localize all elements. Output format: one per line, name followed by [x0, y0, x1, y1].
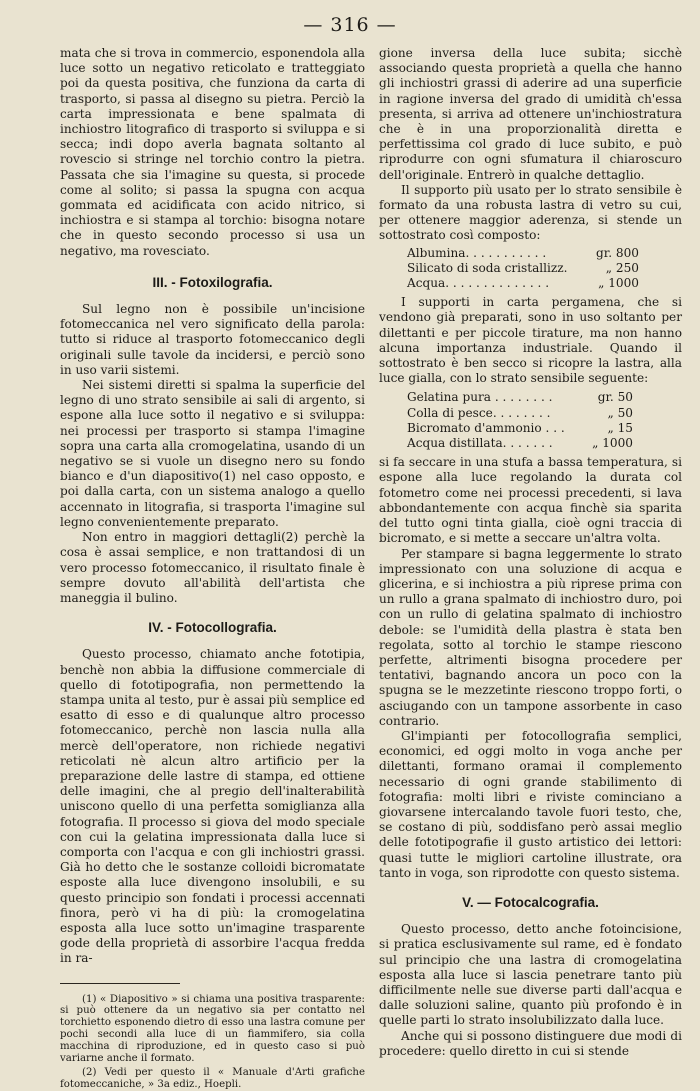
recipe-row: [407, 276, 639, 291]
recipe-row: [407, 421, 633, 436]
ingredient-name: Gelatina pura . . . . . . . .: [407, 390, 553, 405]
ingredient-qty: 50: [617, 390, 633, 405]
recipe-strato-sensibile: [407, 390, 633, 451]
paragraph: I supporti in carta pergamena, che si vendono già preparati, sono in uso soltanto per dilettanti e per piccole tirature, ma non hanno alcuna importanza industriale. Quando il sottostrato è ben secco si ricopre la lastra, alla luce gialla, con lo strato sensibile seguente:: [379, 295, 682, 386]
ingredient-qty: 1000: [602, 436, 633, 451]
ingredient-unit: „: [607, 405, 614, 420]
ingredient-unit: „: [607, 420, 614, 435]
section-heading-fotocalcografia: V. — Fotocalcografia.: [462, 894, 599, 910]
paragraph: Non entro in maggiori dettagli(2) perchè la cosa è assai semplice, e non trattandosi di un vero processo fotomeccanico, il risultato finale è sempre dovuto all'abilità dell'artista che maneggia il bulino.: [60, 530, 365, 605]
recipe-row: [407, 390, 633, 405]
section-heading-fotoxilografia: III. - Fotoxilografia.: [152, 274, 273, 290]
recipe-row: [407, 246, 639, 261]
ingredient-unit: gr.: [596, 245, 613, 260]
paragraph: Questo processo, detto anche fotoincisione, si pratica esclusivamente sul rame, ed è fondato sul principio che una lastra di cromogelatina esposta alla luce si lascia penetrare tanto più difficilmente nelle sue diverse parti dall'acqua e dalle soluzioni saline, quanto più profondo è in quelle parti lo strato insolubilizzato dalla luce.: [379, 922, 682, 1028]
paragraph: Nei sistemi diretti si spalma la superficie del legno di uno strato sensibile ai sali di argento, si espone alla luce sotto il negativo e si sviluppa: nei processi per trasporto si stampa l'imagine sopra una carta alla cromogelatina, usando di un negativo se si vuole un disegno nero su fondo bianco e d'un diapositivo(1) nel caso opposto, e poi dalla carta, con un sistema analogo a quello accennato in litografia, si trasporta l'imagine sul legno convenientemente preparato.: [60, 378, 365, 529]
ingredient-qty: 50: [617, 405, 633, 420]
paragraph: Questo processo, chiamato anche fototipia, benchè non abbia la diffusione commerciale di quello di fototipografia, non permettendo la stampa unita al testo, pur è assai più semplice ed esatto di esso e di qualunque altro processo fotomeccanico, perchè non lascia nulla alla mercè dell'operatore, non richiede negativi reticolati nè alcun altro artificio per la preparazione delle lastre di stampa, ed ottiene delle imagini, che al pregio dell'inalterabilità uniscono quello di una perfetta somiglianza alla fotografia. Il processo si giova del modo speciale con cui la gelatina impressionata dalla luce si comporta con l'acqua e con gli inchiostri grassi. Già ho detto che le sostanze colloidi bicromatate esposte alla luce divengono insolubili, e su questo principio son fondati i processi accennati finora, però vi ha di più: la cromogelatina esposta alla luce sotto un'imagine trasparente gode della proprietà di assorbire l'acqua fredda in ra-: [60, 647, 365, 966]
ingredient-unit: gr.: [597, 390, 614, 405]
recipe-sottostrato: [407, 246, 639, 292]
ingredient-qty: 250: [615, 260, 639, 275]
ingredient-name: Colla di pesce. . . . . . . .: [407, 405, 551, 420]
right-column: [379, 46, 682, 1059]
ingredient-qty: 15: [617, 420, 633, 435]
ingredient-name: Silicato di soda cristallizz.: [407, 260, 568, 275]
footnote-1: (1) « Diapositivo » si chiama una positiva trasparente: si può ottenere da un negativo sia per contatto nel torchietto esponendo dietro di esso una lastra comune per pochi secondi alla luce di un fiammifero, sia colla macchina di riproduzione, ed in questo caso si può variarne anche il formato.: [60, 993, 365, 1064]
section-heading-fotocollografia: IV. - Fotocollografia.: [148, 620, 277, 636]
ingredient-name: Albumina. . . . . . . . . . .: [407, 245, 547, 260]
ingredient-name: Bicromato d'ammonio . . .: [407, 420, 565, 435]
recipe-row: [407, 406, 633, 421]
ingredient-unit: „: [592, 436, 599, 451]
recipe-row: [407, 261, 639, 276]
footnote-2: (2) Vedi per questo il « Manuale d'Arti grafiche fotomeccaniche, » 3a ediz., Hoepli.: [60, 1067, 365, 1091]
ingredient-unit: „: [605, 260, 613, 275]
ingredient-name: Acqua. . . . . . . . . . . . . .: [407, 276, 550, 291]
footnote-divider: [60, 983, 180, 984]
ingredient-qty: 1000: [608, 276, 639, 291]
ingredient-qty: 800: [615, 245, 639, 260]
paragraph: Anche qui si possono distinguere due modi di procedere: quello diretto in cui si stende: [379, 1028, 682, 1058]
paragraph: si fa seccare in una stufa a bassa temperatura, si espone alla luce regolando la durata col fotometro come nei processi precedenti, si lava abbondantemente con acqua finchè sia sparita del tutto ogni tinta gialla, cioè ogni traccia di bicromato, e si mette a seccare un'altra volta.: [379, 455, 682, 546]
ingredient-name: Acqua distillata. . . . . . .: [407, 436, 553, 451]
paragraph: Per stampare si bagna leggermente lo strato impressionato con una soluzione di acqua e glicerina, e si inchiostra a più riprese prima con un rullo a grana spalmato di inchiostro duro, poi con un rullo di gelatina spalmato di inchiostro debole: se l'umidità della plastra è stata ben regolata, sotto al torchio le stampe riescono perfette, altrimenti bisogna procedere per tentativi, bagnando ancora un poco con la spugna se le mezzetinte riescono troppo forti, o asciugando con un tampone assorbente in caso contrario.: [379, 546, 682, 728]
ingredient-unit: „: [598, 276, 605, 291]
left-column: [60, 46, 365, 1091]
page-number: — 316 —: [303, 14, 397, 36]
paragraph: Il supporto più usato per lo strato sensibile è formato da una robusta lastra di vetro su cui, per ottenere maggior aderenza, si stende un sottostrato così composto:: [379, 182, 682, 243]
recipe-row: [407, 436, 633, 451]
paragraph: Sul legno non è possibile un'incisione fotomeccanica nel vero significato della parola: tutto si riduce al trasporto fotomeccanico degli originali sulle tavole da incidersi, e perciò sono in uso varii sistemi.: [60, 302, 365, 377]
paragraph: mata che si trova in commercio, esponendola alla luce sotto un negativo reticolato e tratteggiato poi da questa positiva, che funziona da carta di trasporto, si passa al disegno su pietra. Perciò la carta impressionata e bene spalmata di inchiostro litografico di trasporto si sviluppa e si secca; indi dopo averla bagnata soltanto al rovescio si stringe nel torchio contro la pietra. Passata che sia l'imagine su questa, si procede come al solito; si passa la spugna con acqua gommata ed acidificata con acido nitrico, si inchiostra e si stampa al torchio: bisogna notare che in questo secondo processo si usa un negativo, ma rovesciato.: [60, 46, 365, 258]
paragraph: gione inversa della luce subita; sicchè associando questa proprietà a quella che hanno gli inchiostri grassi di aderire ad una superficie in ragione inversa del grado di umidità ch'essa presenta, si arriva ad ottenere un'inchiostratura che è in una proporzionalità diretta e perfettissima col grado di luce subito, e può riprodurre con ogni sfumatura il chiaroscuro dell'originale. Entrerò in qualche dettaglio.: [379, 46, 682, 182]
paragraph: Gl'impianti per fotocollografia semplici, economici, ed oggi molto in voga anche per dilettanti, formano oramai il complemento necessario di ogni grande stabilimento di fotografia: molti libri e riviste cominciano a giovarsene intercalando tavole fuori testo, che, se costano di più, soddisfano però assai meglio delle fototipografie il gusto artistico dei lettori: quasi tutte le migliori cartoline illustrate, ora tanto in voga, son riprodotte con questo sistema.: [379, 728, 682, 880]
